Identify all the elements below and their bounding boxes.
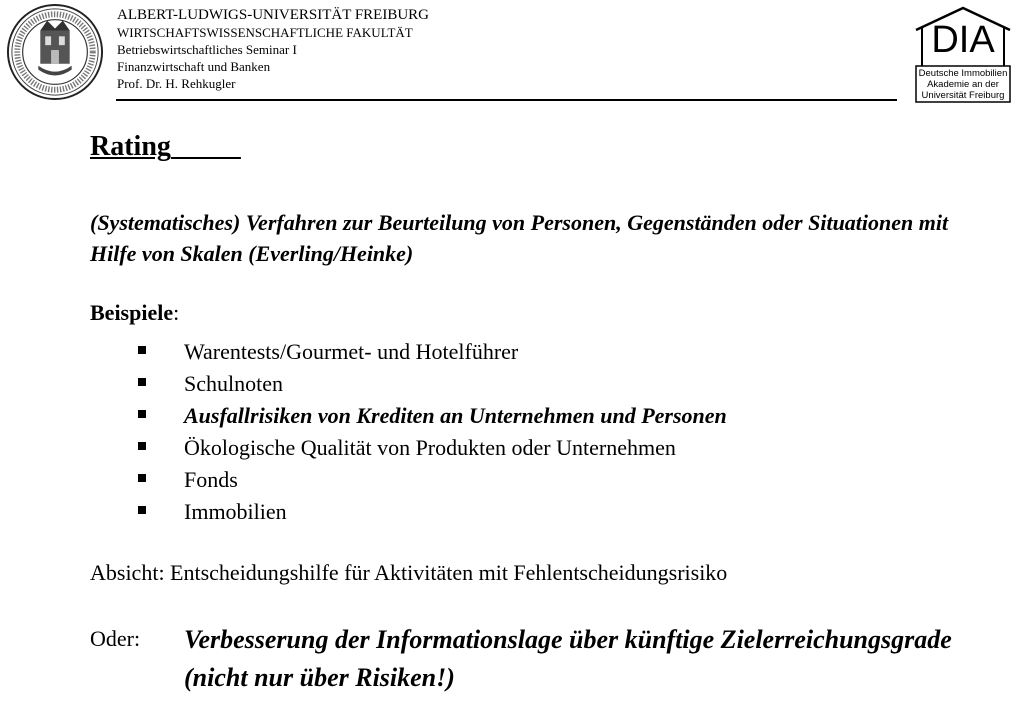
- examples-label: Beispiele: [90, 300, 174, 325]
- university-seal-logo: [6, 3, 104, 101]
- or-label: Oder:: [90, 626, 141, 651]
- seminar-name: Betriebswirtschaftliches Seminar I: [117, 42, 297, 57]
- or-text: Verbesserung der Informationslage über künftige Zielerreichungsgrade (nicht nur über Risiken!): [184, 625, 952, 692]
- list-item: [0, 368, 900, 400]
- dia-logo-caption: [910, 68, 1016, 101]
- list-item-text: Ausfallrisiken von Krediten an Unternehmen und Personen: [184, 403, 727, 428]
- dia-caption-line: Universität Freiburg: [921, 90, 1005, 101]
- list-item-text: Warentests/Gourmet- und Hotelführer: [184, 339, 519, 364]
- examples-heading: [90, 300, 179, 326]
- bullet-square-icon: [138, 378, 146, 386]
- intent-text: Absicht: Entscheidungshilfe für Aktivitäten mit Fehlentscheidungsrisiko: [90, 560, 728, 585]
- dia-caption-line: Deutsche Immobilien: [918, 68, 1008, 79]
- bullet-square-icon: [138, 474, 146, 482]
- dia-logo-mark: DIA: [931, 19, 995, 61]
- list-item-text: Immobilien: [184, 499, 287, 524]
- bullet-square-icon: [138, 506, 146, 514]
- bullet-square-icon: [138, 346, 146, 354]
- list-item: [0, 336, 900, 368]
- list-item: [0, 464, 900, 496]
- bullet-square-icon: [138, 442, 146, 450]
- header-block: [117, 6, 429, 92]
- list-item-text: Fonds: [184, 467, 238, 492]
- examples-colon: :: [173, 300, 180, 325]
- faculty-name: WIRTSCHAFTSWISSENSCHAFTLICHE FAKULTÄT: [117, 25, 413, 40]
- department-name: Finanzwirtschaft und Banken: [117, 59, 271, 74]
- definition-text: (Systematisches) Verfahren zur Beurteilung von Personen, Gegenständen oder Situationen mit Hilfe von Skalen (Everling/Heinke): [90, 210, 949, 266]
- list-item: [0, 432, 900, 464]
- slide-title-text: Rating: [90, 131, 171, 162]
- professor-name: Prof. Dr. H. Rehkugler: [117, 76, 236, 91]
- bullet-square-icon: [138, 410, 146, 418]
- list-item: [0, 496, 900, 528]
- university-name: ALBERT-LUDWIGS-UNIVERSITÄT FREIBURG: [117, 7, 430, 23]
- list-item-text: Schulnoten: [184, 371, 283, 396]
- list-item-text: Ökologische Qualität von Produkten oder Unternehmen: [184, 435, 676, 460]
- list-item: [0, 400, 900, 432]
- slide-title: [90, 131, 241, 163]
- header-divider: [116, 99, 897, 101]
- dia-caption-line: Akademie an der: [927, 79, 999, 90]
